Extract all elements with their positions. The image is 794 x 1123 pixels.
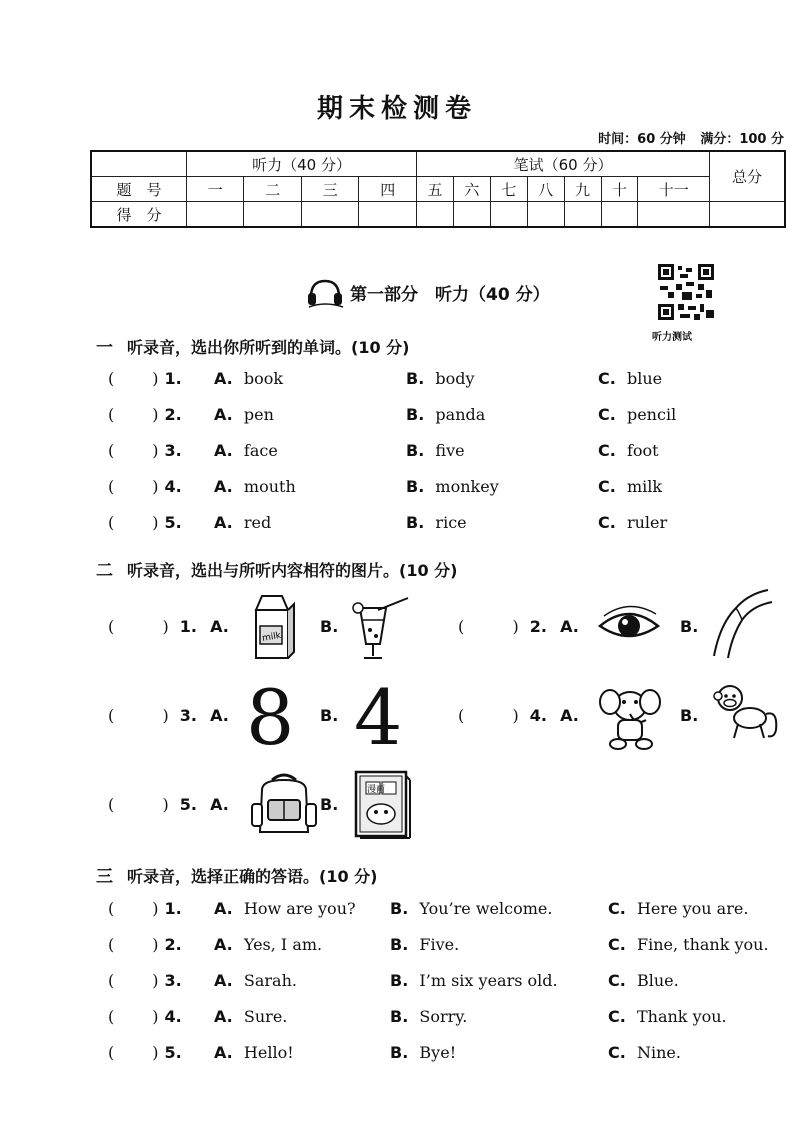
answer-paren-open[interactable]: ( bbox=[108, 706, 115, 725]
section-number: 一 bbox=[96, 338, 113, 358]
question-number: 2. bbox=[529, 617, 547, 636]
option-a-label: A. bbox=[210, 795, 229, 814]
number-8-option[interactable]: 8 bbox=[246, 673, 295, 762]
option-c-label: C. bbox=[598, 441, 616, 460]
option-c-label: C. bbox=[608, 935, 626, 954]
option-c-label: C. bbox=[598, 513, 616, 532]
col-number: 九 bbox=[564, 177, 601, 202]
answer-paren-close: ) bbox=[152, 1007, 159, 1026]
col-number: 二 bbox=[244, 177, 301, 202]
comic-title: 漫画 bbox=[367, 785, 386, 795]
answer-paren-close: ) bbox=[152, 899, 159, 918]
qr-code-icon[interactable] bbox=[656, 262, 716, 322]
option-c-text: Fine, thank you. bbox=[636, 935, 769, 954]
question-number: 5. bbox=[164, 1043, 182, 1062]
option-a-label: A. bbox=[214, 477, 233, 496]
row-label-score: 得 分 bbox=[91, 202, 187, 228]
option-a-text: red bbox=[243, 513, 272, 532]
option-a-text: Yes, I am. bbox=[243, 935, 323, 954]
option-c-label: C. bbox=[598, 477, 616, 496]
option-b-text: Five. bbox=[419, 935, 460, 954]
score-cell[interactable] bbox=[564, 202, 601, 228]
option-c[interactable] bbox=[598, 441, 659, 460]
option-c-label: C. bbox=[598, 369, 616, 388]
section-title: 听录音，选出你所听到的单词。(10 分) bbox=[127, 338, 410, 357]
option-a-label: A. bbox=[214, 369, 233, 388]
section2-heading bbox=[96, 556, 457, 581]
answer-paren-open[interactable]: ( bbox=[108, 513, 115, 532]
answer-paren-open[interactable]: ( bbox=[458, 706, 465, 725]
section3-question-3 bbox=[108, 971, 788, 993]
score-cell[interactable] bbox=[638, 202, 710, 228]
total-score-cell[interactable] bbox=[710, 202, 786, 228]
answer-paren-open[interactable]: ( bbox=[108, 899, 115, 918]
answer-paren-close: ) bbox=[512, 706, 519, 725]
option-c-text: Thank you. bbox=[636, 1007, 727, 1026]
answer-paren-close: ) bbox=[152, 477, 159, 496]
col-number: 七 bbox=[490, 177, 527, 202]
juice-glass-icon[interactable] bbox=[350, 594, 420, 664]
question-number: 5. bbox=[164, 513, 182, 532]
option-b-text: monkey bbox=[435, 477, 499, 496]
section1-question-5 bbox=[108, 513, 788, 535]
option-b-text: Bye! bbox=[419, 1043, 457, 1062]
answer-paren-close: ) bbox=[152, 369, 159, 388]
option-b-label: B. bbox=[406, 513, 425, 532]
answer-paren-close: ) bbox=[152, 513, 159, 532]
option-b-label: B. bbox=[680, 617, 699, 636]
question-number: 3. bbox=[179, 706, 197, 725]
score-cell[interactable] bbox=[527, 202, 564, 228]
option-a-label: A. bbox=[214, 405, 233, 424]
answer-paren-open[interactable]: ( bbox=[108, 369, 115, 388]
option-b-label: B. bbox=[390, 1043, 409, 1062]
section2-question-2 bbox=[458, 617, 579, 639]
answer-paren-open[interactable]: ( bbox=[108, 617, 115, 636]
option-a-text: face bbox=[243, 441, 278, 460]
option-b[interactable] bbox=[390, 1043, 456, 1062]
option-b-text: Sorry. bbox=[419, 1007, 468, 1026]
option-c-label: C. bbox=[608, 1043, 626, 1062]
option-a[interactable] bbox=[214, 369, 283, 388]
col-number: 八 bbox=[527, 177, 564, 202]
option-c-text: pencil bbox=[626, 405, 677, 424]
option-b-label: B. bbox=[320, 617, 339, 636]
section-title: 听录音，选择正确的答语。(10 分) bbox=[127, 867, 378, 886]
option-a-label: A. bbox=[210, 617, 229, 636]
score-cell[interactable] bbox=[359, 202, 417, 228]
option-a[interactable] bbox=[214, 441, 278, 460]
option-a-label: A. bbox=[214, 441, 233, 460]
section2-question-1 bbox=[108, 617, 229, 639]
exam-meta bbox=[588, 128, 784, 147]
option-c-text: Here you are. bbox=[636, 899, 749, 918]
page-title: 期末检测卷 bbox=[316, 94, 477, 124]
option-a-text: pen bbox=[243, 405, 274, 424]
section2-question-4 bbox=[458, 706, 579, 728]
listening-header: 听力（40 分） bbox=[187, 151, 417, 177]
option-c[interactable] bbox=[598, 369, 662, 388]
section3-question-1 bbox=[108, 899, 788, 921]
option-a[interactable] bbox=[214, 513, 271, 532]
option-c[interactable] bbox=[598, 477, 662, 496]
option-a[interactable] bbox=[214, 1007, 287, 1026]
option-a[interactable] bbox=[214, 935, 322, 954]
answer-paren-close: ) bbox=[162, 617, 169, 636]
option-a[interactable] bbox=[214, 477, 296, 496]
section-title: 听录音，选出与所听内容相符的图片。(10 分) bbox=[127, 561, 458, 580]
answer-paren-close: ) bbox=[152, 935, 159, 954]
blank-cell bbox=[91, 151, 187, 177]
headphones-icon bbox=[305, 275, 345, 309]
col-number: 四 bbox=[359, 177, 417, 202]
option-b[interactable] bbox=[406, 513, 467, 532]
section2-question-5 bbox=[108, 795, 229, 817]
question-number: 2. bbox=[164, 935, 182, 954]
option-b[interactable] bbox=[390, 935, 459, 954]
col-number: 五 bbox=[417, 177, 454, 202]
question-number: 4. bbox=[164, 477, 182, 496]
answer-paren-open[interactable]: ( bbox=[108, 441, 115, 460]
section3-question-4 bbox=[108, 1007, 788, 1029]
milk-carton-icon[interactable] bbox=[248, 592, 296, 662]
answer-paren-close: ) bbox=[152, 441, 159, 460]
answer-paren-close: ) bbox=[152, 971, 159, 990]
answer-paren-open[interactable]: ( bbox=[108, 795, 115, 814]
option-c-text: Blue. bbox=[636, 971, 679, 990]
question-number: 1. bbox=[164, 369, 182, 388]
col-number: 三 bbox=[301, 177, 358, 202]
row-label-number: 题 号 bbox=[91, 177, 187, 202]
option-a-text: Sarah. bbox=[243, 971, 297, 990]
option-a-label: A. bbox=[214, 899, 233, 918]
monkey-icon[interactable] bbox=[712, 680, 782, 744]
question-number: 1. bbox=[164, 899, 182, 918]
answer-paren-open[interactable]: ( bbox=[108, 405, 115, 424]
answer-paren-open[interactable]: ( bbox=[108, 477, 115, 496]
section1-question-4 bbox=[108, 477, 788, 499]
score-cell[interactable] bbox=[244, 202, 301, 228]
option-b-label: B. bbox=[406, 477, 425, 496]
option-a-label: A. bbox=[214, 935, 233, 954]
option-b-label: B. bbox=[390, 1007, 409, 1026]
score-cell[interactable] bbox=[601, 202, 638, 228]
option-c[interactable] bbox=[608, 899, 748, 918]
question-number: 2. bbox=[164, 405, 182, 424]
score-cell[interactable] bbox=[187, 202, 244, 228]
question-number: 4. bbox=[529, 706, 547, 725]
written-header: 笔试（60 分） bbox=[417, 151, 710, 177]
option-c-text: milk bbox=[626, 477, 663, 496]
section1-heading bbox=[96, 333, 409, 358]
answer-paren-close: ) bbox=[512, 617, 519, 636]
option-a-label: A. bbox=[214, 971, 233, 990]
answer-paren-open[interactable]: ( bbox=[108, 1043, 115, 1062]
option-a-label: A. bbox=[210, 706, 229, 725]
question-number: 4. bbox=[164, 1007, 182, 1026]
option-c[interactable] bbox=[608, 935, 769, 954]
section2-question-3 bbox=[108, 706, 229, 728]
section3-question-2 bbox=[108, 935, 788, 957]
option-b-text: You’re welcome. bbox=[419, 899, 553, 918]
option-c-label: C. bbox=[598, 405, 616, 424]
col-number: 十 bbox=[601, 177, 638, 202]
eye-icon[interactable] bbox=[596, 600, 662, 650]
svg-text:milk: milk bbox=[261, 630, 282, 644]
option-b-text: panda bbox=[435, 405, 486, 424]
option-a[interactable] bbox=[214, 405, 274, 424]
option-c-text: blue bbox=[626, 369, 663, 388]
option-b-label: B. bbox=[406, 441, 425, 460]
col-number: 十一 bbox=[638, 177, 710, 202]
section-number: 二 bbox=[96, 561, 113, 581]
option-b-label: B. bbox=[390, 935, 409, 954]
number-4-option[interactable]: 4 bbox=[354, 673, 403, 762]
option-b[interactable] bbox=[390, 899, 552, 918]
option-b-text: body bbox=[435, 369, 475, 388]
option-a-label: A. bbox=[214, 1007, 233, 1026]
option-b-text: five bbox=[435, 441, 465, 460]
answer-paren-close: ) bbox=[152, 405, 159, 424]
section3-heading bbox=[96, 862, 377, 887]
answer-paren-close: ) bbox=[162, 706, 169, 725]
option-b[interactable] bbox=[406, 369, 475, 388]
option-c-label: C. bbox=[608, 899, 626, 918]
section1-question-1 bbox=[108, 369, 788, 391]
question-number: 3. bbox=[164, 441, 182, 460]
option-a-label: A. bbox=[214, 513, 233, 532]
option-b[interactable] bbox=[406, 405, 485, 424]
option-a-label: A. bbox=[560, 617, 579, 636]
section3-question-5 bbox=[108, 1043, 788, 1065]
exam-time: 时间：60 分钟 bbox=[598, 132, 686, 147]
question-number: 3. bbox=[164, 971, 182, 990]
option-a-text: How are you? bbox=[243, 899, 356, 918]
question-number: 5. bbox=[179, 795, 197, 814]
option-b-label: B. bbox=[390, 971, 409, 990]
option-c-label: C. bbox=[608, 971, 626, 990]
option-c[interactable] bbox=[598, 513, 667, 532]
comic-book-icon[interactable] bbox=[352, 768, 414, 842]
section1-question-2 bbox=[108, 405, 788, 427]
score-cell[interactable] bbox=[301, 202, 358, 228]
option-a-text: mouth bbox=[243, 477, 296, 496]
answer-paren-open[interactable]: ( bbox=[108, 971, 115, 990]
option-a[interactable] bbox=[214, 971, 297, 990]
exam-full-score: 满分：100 分 bbox=[700, 132, 784, 147]
option-a-label: A. bbox=[214, 1043, 233, 1062]
score-cell[interactable] bbox=[490, 202, 527, 228]
option-b[interactable] bbox=[406, 477, 499, 496]
answer-paren-open[interactable]: ( bbox=[108, 935, 115, 954]
option-c[interactable] bbox=[608, 971, 679, 990]
answer-paren-open[interactable]: ( bbox=[458, 617, 465, 636]
option-c-text: ruler bbox=[626, 513, 668, 532]
section1-question-3 bbox=[108, 441, 788, 463]
option-b-label: B. bbox=[680, 706, 699, 725]
schoolbag-icon[interactable] bbox=[248, 770, 320, 840]
col-number: 一 bbox=[187, 177, 244, 202]
option-c[interactable] bbox=[608, 1007, 727, 1026]
option-c-text: Nine. bbox=[636, 1043, 681, 1062]
option-a-label: A. bbox=[560, 706, 579, 725]
option-b-label: B. bbox=[406, 369, 425, 388]
option-b-label: B. bbox=[320, 706, 339, 725]
answer-paren-open[interactable]: ( bbox=[108, 1007, 115, 1026]
question-number: 1. bbox=[179, 617, 197, 636]
option-b-text: I’m six years old. bbox=[419, 971, 558, 990]
option-b[interactable] bbox=[406, 441, 465, 460]
score-table bbox=[90, 150, 786, 228]
arm-icon[interactable] bbox=[708, 584, 774, 660]
elephant-icon[interactable] bbox=[596, 680, 666, 752]
qr-label: 听力测试 bbox=[652, 332, 692, 343]
option-a-text: book bbox=[243, 369, 284, 388]
option-c[interactable] bbox=[608, 1043, 681, 1062]
option-b[interactable] bbox=[390, 1007, 467, 1026]
option-a[interactable] bbox=[214, 899, 356, 918]
option-b[interactable] bbox=[390, 971, 558, 990]
col-number: 六 bbox=[453, 177, 490, 202]
score-cell[interactable] bbox=[417, 202, 454, 228]
option-b-label: B. bbox=[390, 899, 409, 918]
option-b-text: rice bbox=[435, 513, 467, 532]
option-c-label: C. bbox=[608, 1007, 626, 1026]
score-cell[interactable] bbox=[453, 202, 490, 228]
answer-paren-close: ) bbox=[152, 1043, 159, 1062]
answer-paren-close: ) bbox=[162, 795, 169, 814]
option-b-label: B. bbox=[406, 405, 425, 424]
section-number: 三 bbox=[96, 867, 113, 887]
option-b-label: B. bbox=[320, 795, 339, 814]
total-header: 总分 bbox=[710, 151, 786, 202]
option-a-text: Sure. bbox=[243, 1007, 288, 1026]
option-a-text: Hello! bbox=[243, 1043, 294, 1062]
option-a[interactable] bbox=[214, 1043, 294, 1062]
part1-title: 第一部分 听力（40 分） bbox=[350, 285, 550, 305]
option-c[interactable] bbox=[598, 405, 676, 424]
option-c-text: foot bbox=[626, 441, 659, 460]
